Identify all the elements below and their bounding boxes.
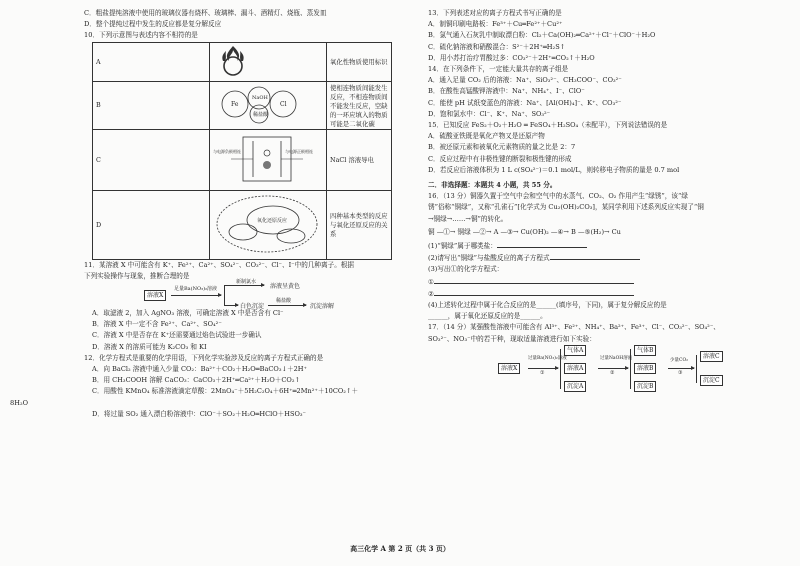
q11-line-1: 11．某溶液 X 中可能含有 K⁺、Fe²⁺、Ca²⁺、SO₄²⁻、CO₃²⁻、Cl⁻、I⁻中的几种离子。根据 xyxy=(84,260,354,269)
q10-title: 10．下列示意图与表述内容不相符的是 xyxy=(84,31,198,40)
q13-option-d: D．用小苏打治疗胃酸过多：CO₃²⁻＋2H⁺═CO₂↑＋H₂O xyxy=(428,53,595,62)
q11-flowchart xyxy=(144,279,396,311)
q10-text-c: NaCl 溶液导电 xyxy=(327,129,392,190)
q16-part-3: (3)写出①的化学方程式： xyxy=(428,265,504,274)
q11-branch xyxy=(224,285,225,305)
q11-option-b: B．溶液 X 中一定不含 Fe²⁺、Ca²⁺、SO₄²⁻ xyxy=(92,320,222,329)
q9-option-d: D．整个提纯过程中发生的反应都是复分解反应 xyxy=(84,20,222,29)
q10-picture-c xyxy=(210,129,327,190)
q17-box-start: 溶液X xyxy=(498,363,520,374)
q12-option-b: B．用 CH₃COOH 溶解 CaCO₃：CaCO₃＋2H⁺═Ca²⁺＋H₂O＋CO₂↑ xyxy=(92,376,300,385)
q14-option-c: C．能使 pH 试纸变蓝色的溶液：Na⁺、[Al(OH)₄]⁻、K⁺、CO₃²⁻ xyxy=(428,98,622,107)
q14-title: 14．在下列条件下，一定能大量共存的离子组是 xyxy=(428,65,569,74)
q17-box-sol-a: 溶液A xyxy=(564,363,586,374)
q10-row-b xyxy=(93,81,392,129)
q10-c-label-negative: 与电源负极相连 xyxy=(213,148,241,154)
q16-conversion-chain: 铜 —①→ 铜绿 —②→ A —③→ Cu(OH)₂ —④→ B —⑤(H₂)→ Cu xyxy=(428,227,621,236)
q17-step-1: ① xyxy=(540,369,545,376)
q16-part-4-line-1: (4)上述转化过程中属于化合反应的是______(填序号，下同)，属于复分解反应的是 xyxy=(428,301,667,310)
q16-line-1: 16．（13 分）铜器久置于空气中会和空气中的水蒸气、CO₂、O₂ 作用产生“绿锈”，该“绿 xyxy=(428,192,688,201)
q10-d-label-redox: 氧化还原反应 xyxy=(257,217,288,224)
q16-part-3-1-blank[interactable] xyxy=(434,276,634,284)
q11-option-a: A．取滤液 2，加入 AgNO₃ 溶液，可确定溶液 X 中是否含有 Cl⁻ xyxy=(92,309,284,318)
reaction-types-diagram xyxy=(213,192,321,256)
q17-reagent-1: 过量Ba(NO₃)₂溶液 xyxy=(528,355,567,361)
q10-text-a: 氧化性物质使用标识 xyxy=(327,42,392,81)
q17-line-1: 17．（14 分）某强酸性溶液中可能含有 Al³⁺、Fe²⁺、NH₄⁺、Ba²⁺、Fe³⁺、Cl⁻、CO₃²⁻、SO₄²⁻、 xyxy=(428,323,720,332)
q17-box-prec-b: 沉淀B xyxy=(634,381,656,392)
q16-line-3: →铜绿→……→铜”的转化。 xyxy=(428,214,508,223)
q17-branch-2 xyxy=(630,349,631,389)
oxidizer-hazard-icon xyxy=(213,44,253,78)
q17-arrow-1 xyxy=(528,368,558,369)
q17-box-sol-b: 溶液B xyxy=(634,363,656,374)
q17-line-2: SO₃²⁻、NO₃⁻中的若干种，现取适量溶液进行如下实验： xyxy=(428,334,596,343)
q17-box-gas-b: 气体B xyxy=(634,345,656,356)
q12-option-c: C．用酸性 KMnO₄ 标准溶液滴定草酸：2MnO₄⁻＋5H₂C₂O₄＋6H⁺═2Mn²⁺＋10CO₂↑＋ xyxy=(92,387,359,396)
q17-box-prec-a: 沉淀A xyxy=(564,381,586,392)
q10-picture-a xyxy=(210,42,327,81)
q11-down-result: 白色沉淀 xyxy=(240,303,265,311)
q16-part-3-2-label: ② xyxy=(428,289,434,298)
q13-option-a: A．制铜印刷电路板：Fe³⁺＋Cu═Fe²⁺＋Cu²⁺ xyxy=(428,20,563,29)
q10-b-label-cl: Cl xyxy=(280,101,287,109)
q10-letter-a: A xyxy=(93,42,210,81)
q10-c-label-positive: 与电源正极相连 xyxy=(285,148,313,154)
q10-picture-b xyxy=(210,81,327,129)
q16-part-3-1 xyxy=(428,276,758,288)
q10-b-label-naoh: NaOH xyxy=(252,95,268,102)
q17-box-gas-a: 气体A xyxy=(564,345,586,356)
q9-option-c: C．粗盐提纯溶液中使用的玻璃仪器有烧杯、玻璃棒、漏斗、酒精灯、烧瓶、蒸发皿 xyxy=(84,9,327,17)
overlapping-circles-diagram xyxy=(213,84,321,124)
q10-row-c xyxy=(93,129,392,190)
q10-table xyxy=(92,42,392,260)
q16-part-1 xyxy=(428,240,758,252)
q11-arrow-1 xyxy=(171,295,221,296)
q16-part-2-blank[interactable] xyxy=(550,252,640,260)
q11-arrow-up xyxy=(224,285,264,286)
q17-arrow-3 xyxy=(668,368,694,369)
q11-arrow-down-2 xyxy=(268,305,306,306)
q17-reagent-3: 少量CO₂ xyxy=(670,357,688,363)
q14-option-d: D．饱和氯水中：Cl⁻、K⁺、Na⁺、SO₃²⁻ xyxy=(428,109,551,118)
q10-row-a xyxy=(93,42,392,81)
q11-option-d: D．溶液 X 的溶质可能为 K₂CO₃ 和 KI xyxy=(92,342,207,351)
q11-up-result: 溶液呈黄色 xyxy=(270,283,301,291)
q13-option-b: B．氯气通入石灰乳中制取漂白粉：Cl₂＋Ca(OH)₂═Ca²⁺＋Cl⁻＋ClO⁻＋H₂O xyxy=(428,31,656,40)
q10-text-d: 四种基本类型的反应与氧化还原反应的关系 xyxy=(327,190,392,259)
q16-part-1-blank[interactable] xyxy=(497,240,587,248)
page-footer: 高三化学 A 第 2 页（共 3 页） xyxy=(350,544,450,553)
section-2-heading: 二．非选择题：本题共 4 小题，共 55 分。 xyxy=(428,181,557,190)
q13-title: 13．下列表述对应的离子方程式书写正确的是 xyxy=(428,9,562,17)
q17-step-3: ③ xyxy=(678,369,683,376)
q10-letter-b: B xyxy=(93,81,210,129)
q14-option-a: A．通入足量 CO₂ 后的溶液：Na⁺、SiO₃²⁻、CH₃COO⁻、CO₃²⁻ xyxy=(428,76,622,85)
electrolysis-diagram xyxy=(213,131,321,187)
q16-part-3-2-blank[interactable] xyxy=(434,288,634,296)
q16-line-2: 锈”俗称“铜绿”，又称“孔雀石”[化学式为 Cu₂(OH)₂CO₃]，某同学利用下述系列反应实现了“铜 xyxy=(428,203,704,212)
q11-arrow-down xyxy=(224,305,238,306)
q10-text-b: 使相连物质间能发生反应，不相连物质间不能发生反应，空缺的一环应填入的物质可能是二氧化碳 xyxy=(327,81,392,129)
q11-box-start: 溶液X xyxy=(144,290,166,301)
q17-arrow-2 xyxy=(598,368,628,369)
q11-down-reagent: 稀盐酸 xyxy=(276,298,292,305)
q14-option-b: B．在酸性高锰酸钾溶液中：Na⁺、NH₄⁺、I⁻、ClO⁻ xyxy=(428,87,585,96)
q11-up-reagent: 新制氯水 xyxy=(236,279,257,286)
q10-picture-d xyxy=(210,190,327,259)
q17-branch-1 xyxy=(560,349,561,389)
q12-option-c-cont: 8H₂O xyxy=(10,398,28,407)
q11-line-2: 下列实验操作与现象，推断合理的是 xyxy=(84,271,190,280)
q16-part-1-text: (1)“铜绿”属于哪类盐： xyxy=(428,242,497,251)
q15-option-b: B．被还原元素和被氧化元素物质的量之比是 2：7 xyxy=(428,143,576,152)
q15-title: 15．已知反应 FeS₂＋O₂＋H₂O ═ FeSO₄＋H₂SO₄（未配平），下列说法错误的是 xyxy=(428,121,668,130)
q16-part-2-text: (2)请写出“铜绿”与盐酸反应的离子方程式 xyxy=(428,254,550,263)
q17-reagent-2: 过量NaOH溶液 xyxy=(600,355,633,361)
q10-letter-d: D xyxy=(93,190,210,259)
q15-option-c: C．反应过程中有非极性键的断裂和极性键的形成 xyxy=(428,154,572,163)
q11-option-c: C．溶液 X 中是否存在 K⁺还需要通过焰色试验进一步确认 xyxy=(92,331,262,340)
q10-b-label-fe: Fe xyxy=(231,101,239,109)
q16-part-4-line-2: ______，属于氧化还原反应的是______。 xyxy=(428,312,547,321)
q17-box-sol-c: 溶液C xyxy=(700,351,723,362)
q10-letter-c: C xyxy=(93,129,210,190)
right-column xyxy=(428,8,758,395)
q10-b-label-hcl: 稀盐酸 xyxy=(253,112,269,119)
q10-row-d xyxy=(93,190,392,259)
q13-option-c: C．硫化钠溶液和硝酸混合：S²⁻＋2H⁺═H₂S↑ xyxy=(428,42,566,51)
q12-title: 12．化学方程式是重要的化学用语，下列化学实验涉及反应的离子方程式正确的是 xyxy=(84,353,324,362)
q16-part-2 xyxy=(428,252,758,264)
q12-option-d: D．将过量 SO₂ 通入漂白粉溶液中：ClO⁻＋SO₂＋H₂O═HClO＋HSO₃⁻ xyxy=(92,409,307,418)
q17-branch-3 xyxy=(696,355,697,383)
q17-step-2: ② xyxy=(610,369,615,376)
q16-part-3-2 xyxy=(428,288,758,300)
q11-reagent: 足量Ba(NO₃)₂溶液 xyxy=(174,286,218,293)
q15-option-a: A．硫酸亚铁既是氧化产物又是还原产物 xyxy=(428,132,545,141)
q12-option-a: A．向 BaCl₂ 溶液中通入少量 CO₂：Ba²⁺＋CO₂＋H₂O═BaCO₃↓＋2H⁺ xyxy=(92,365,308,374)
q17-box-prec-c: 沉淀C xyxy=(700,375,723,386)
q15-option-d: D．若反应后溶液体积为 1 L c(SO₄²⁻)＝0.1 mol/L，则转移电子物质的量是 0.7 mol xyxy=(428,165,680,174)
left-column xyxy=(10,8,396,420)
q11-down-final: 沉淀溶解 xyxy=(310,303,335,311)
q16-part-3-1-label: ① xyxy=(428,277,434,286)
q17-flowchart xyxy=(498,345,758,395)
